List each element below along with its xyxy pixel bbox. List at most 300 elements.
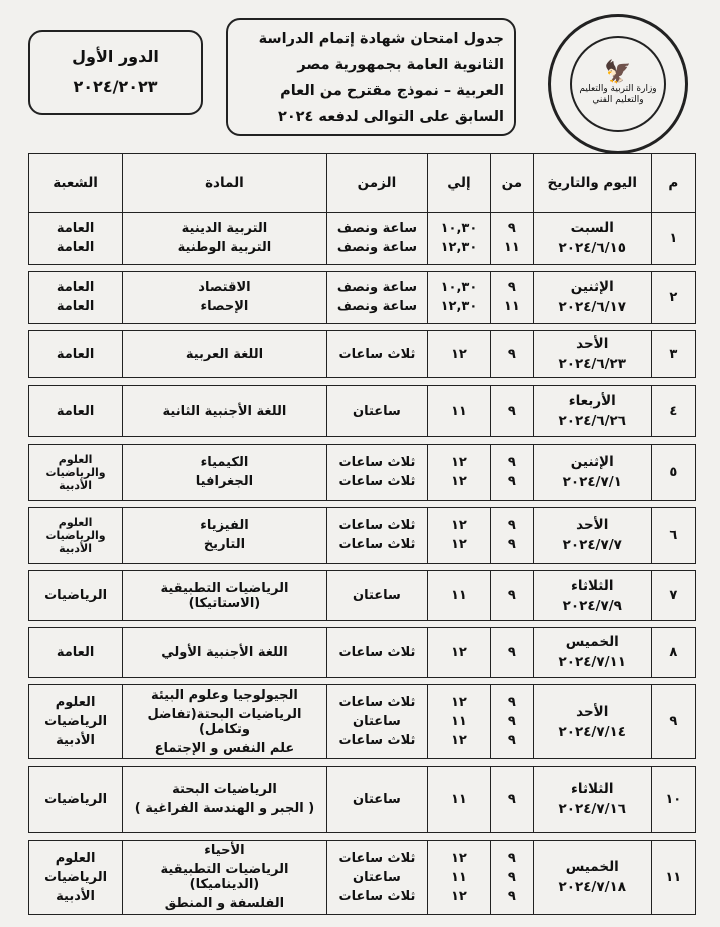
branch-line: الرياضيات (44, 869, 108, 885)
header-branch: الشعبة (29, 154, 123, 213)
cell-subject-stack (126, 581, 323, 611)
header-from: من (490, 154, 533, 213)
cell-subject (123, 385, 327, 437)
exam-table (28, 153, 696, 915)
cell-from-stack (494, 851, 530, 904)
cell-duration-value: ثلاث ساعات (338, 850, 416, 866)
cell-subject (123, 272, 327, 324)
row-gap-cell (29, 677, 696, 685)
cell-duration-value: ثلاث ساعات (338, 455, 416, 471)
cell-branch (29, 628, 123, 677)
row-day-cell (533, 272, 651, 324)
cell-branch (29, 213, 123, 265)
header-index: م (651, 154, 695, 213)
cell-to-value: ١١ (451, 791, 467, 807)
cell-subject-stack (126, 518, 323, 552)
cell-from-stack (494, 518, 530, 552)
table-row (29, 272, 696, 324)
row-day-cell (533, 444, 651, 500)
cell-to-stack (431, 347, 487, 362)
cell-duration-value: ساعتان (353, 869, 401, 885)
row-gap-cell (29, 437, 696, 445)
cell-subject-value: اللغة الأجنبية الثانية (162, 403, 287, 419)
cell-subject-value: الأحياء (204, 843, 245, 859)
branch-value: الرياضيات (44, 588, 108, 604)
cell-from (490, 628, 533, 677)
title-line-2: الثانوية العامة بجمهورية مصر (297, 57, 504, 73)
cell-subject (123, 508, 327, 564)
cell-subject-value: التربية الوطنية (177, 240, 272, 256)
row-gap (29, 323, 696, 331)
table-row (29, 331, 696, 378)
cell-subject (123, 331, 327, 378)
cell-subject-stack (126, 782, 323, 816)
branch-value: العلوم والرياضيات الأدبية (45, 452, 106, 492)
cell-subject (123, 840, 327, 914)
branch-value: العامة (56, 403, 95, 419)
cell-branch-stack (32, 453, 119, 492)
day-stack (537, 859, 648, 895)
cell-branch-stack (32, 516, 119, 555)
row-gap-cell (29, 563, 696, 571)
cell-branch-stack (32, 347, 119, 362)
cell-from-value: ٩ (507, 695, 516, 711)
day-date: ٢٠٢٤/٦/١٧ (558, 299, 627, 316)
cell-subject-value-extra: ( الجبر و الهندسة الفراغية ) (134, 801, 315, 817)
row-day-cell (533, 685, 651, 759)
cell-from-value: ٩ (507, 588, 516, 604)
cell-branch-stack (32, 221, 119, 255)
cell-duration-value: ساعة ونصف (336, 221, 418, 237)
row-day-cell (533, 508, 651, 564)
day-name: الإثنين (570, 279, 614, 296)
cell-to-stack (431, 280, 487, 314)
cell-from-value: ٩ (507, 850, 516, 866)
cell-from-value: ٩ (507, 869, 516, 885)
cell-branch-stack (32, 792, 119, 807)
row-day-cell (533, 628, 651, 677)
cell-from (490, 508, 533, 564)
cell-from-value: ٩ (507, 455, 516, 471)
table-row (29, 508, 696, 564)
cell-from-value: ٩ (507, 280, 516, 296)
row-day-cell (533, 385, 651, 437)
cell-to-value: ١٢ (451, 518, 467, 534)
cell-from-stack (494, 695, 530, 748)
day-stack (537, 781, 648, 817)
cell-duration (326, 508, 427, 564)
row-gap-cell (29, 323, 696, 331)
cell-duration-value: ثلاث ساعات (338, 474, 416, 490)
cell-to-value: ١٢ (451, 644, 467, 660)
header-to: إلي (428, 154, 491, 213)
cell-branch-stack (32, 588, 119, 603)
cell-subject-stack (126, 455, 323, 489)
cell-duration-value: ثلاث ساعات (338, 695, 416, 711)
cell-subject-value: الرياضيات التطبيقية (الديناميكا) (160, 862, 289, 893)
cell-from (490, 766, 533, 833)
row-gap-cell (29, 833, 696, 841)
row-day-cell (533, 840, 651, 914)
cell-from (490, 272, 533, 324)
day-name: الأحد (576, 703, 609, 720)
branch-value: العامة (56, 221, 95, 237)
day-date: ٢٠٢٤/٧/٧ (562, 537, 622, 554)
cell-duration-value: ساعتان (353, 714, 401, 730)
cell-duration-value: ثلاث ساعات (338, 644, 416, 660)
cell-to-stack (431, 851, 487, 904)
table-row (29, 213, 696, 265)
day-name: الأحد (576, 517, 609, 534)
branch-value: الرياضيات (44, 791, 108, 807)
cell-duration-value: ساعتان (353, 403, 401, 419)
cell-branch (29, 766, 123, 833)
cell-to-value: ١٢,٣٠ (440, 299, 478, 315)
cell-to-value: ١٢ (451, 850, 467, 866)
table-row (29, 571, 696, 620)
day-name: الأحد (576, 336, 609, 353)
cell-to (428, 766, 491, 833)
branch-value: العامة (56, 299, 95, 315)
logo-arabic-text: وزارة التربية والتعليم والتعليم الفني (579, 84, 657, 105)
cell-to-value: ١٢ (451, 537, 467, 553)
cell-to (428, 272, 491, 324)
cell-subject-value: الإحصاء (200, 299, 249, 315)
cell-duration-value: ساعة ونصف (336, 280, 418, 296)
cell-branch (29, 508, 123, 564)
row-index: ٢ (651, 272, 695, 324)
table-header-row (29, 154, 696, 213)
cell-from-value: ١١ (503, 240, 520, 256)
branch-value: العامة (56, 346, 95, 362)
cell-to-stack (431, 645, 487, 660)
cell-from (490, 571, 533, 620)
branch-value: العامة (56, 280, 95, 296)
cell-to-value: ١٢ (451, 888, 467, 904)
cell-to-stack (431, 518, 487, 552)
cell-from (490, 385, 533, 437)
cell-from (490, 331, 533, 378)
eagle-icon: 🦅 (604, 60, 632, 86)
cell-duration-stack (330, 221, 424, 255)
cell-to-stack (431, 221, 487, 255)
row-day-cell (533, 571, 651, 620)
branch-line: الأدبية (56, 888, 96, 904)
cell-to (428, 385, 491, 437)
cell-duration-stack (330, 280, 424, 314)
branch-value: العلوم والرياضيات الأدبية (45, 515, 106, 555)
cell-to (428, 628, 491, 677)
branch-value: العامة (56, 240, 95, 256)
cell-from-value: ٩ (507, 644, 516, 660)
cell-duration-stack (330, 588, 424, 603)
cell-duration-value: ساعة ونصف (336, 299, 418, 315)
row-day-cell (533, 331, 651, 378)
row-index: ٨ (651, 628, 695, 677)
row-index: ١ (651, 213, 695, 265)
cell-duration-stack (330, 404, 424, 419)
cell-branch-stack (32, 280, 119, 314)
day-date: ٢٠٢٤/٧/٩ (562, 597, 622, 614)
cell-duration-value: ثلاث ساعات (338, 888, 416, 904)
row-index: ٣ (651, 331, 695, 378)
cell-duration (326, 331, 427, 378)
cell-to-value: ١٢ (451, 346, 467, 362)
cell-from (490, 213, 533, 265)
cell-duration-value: ساعة ونصف (336, 240, 418, 256)
day-date: ٢٠٢٤/٧/١٦ (558, 801, 627, 818)
cell-from-value: ٩ (507, 714, 516, 730)
cell-subject-value: الجغرافيا (195, 474, 254, 490)
table-row (29, 766, 696, 833)
day-date: ٢٠٢٤/٦/٢٣ (558, 356, 627, 373)
row-gap (29, 677, 696, 685)
day-name: الإثنين (570, 454, 614, 471)
cell-to (428, 444, 491, 500)
cell-subject-value: علم النفس و الإجتماع (154, 740, 295, 756)
cell-duration-value: ساعتان (353, 791, 401, 807)
row-index: ٩ (651, 685, 695, 759)
row-gap (29, 500, 696, 508)
cell-subject-value: التربية الدينية (181, 221, 268, 237)
branch-line: العلوم (55, 850, 96, 866)
day-date: ٢٠٢٤/٧/١١ (558, 654, 627, 671)
row-gap (29, 620, 696, 628)
cell-duration (326, 766, 427, 833)
logo-inner (570, 36, 666, 132)
cell-duration-value: ثلاث ساعات (338, 518, 416, 534)
table-row (29, 685, 696, 759)
cell-subject-stack (126, 645, 323, 660)
day-name: الأربعاء (568, 393, 616, 409)
cell-duration-value: ثلاث ساعات (338, 537, 416, 553)
cell-subject (123, 213, 327, 265)
cell-subject-stack (126, 347, 323, 362)
row-gap-cell (29, 378, 696, 386)
day-name: الثلاثاء (571, 781, 614, 798)
row-index: ٤ (651, 385, 695, 437)
cell-to (428, 685, 491, 759)
row-day-cell (533, 766, 651, 833)
row-gap (29, 563, 696, 571)
cell-subject-stack (126, 688, 323, 756)
header-day: اليوم والتاريخ (533, 154, 651, 213)
cell-subject (123, 628, 327, 677)
row-gap (29, 437, 696, 445)
cell-from-stack (494, 792, 530, 807)
row-gap (29, 264, 696, 272)
cell-duration-value: ثلاث ساعات (338, 346, 416, 362)
cell-from-value: ٩ (507, 518, 516, 534)
cell-branch-stack (32, 695, 119, 748)
cell-duration (326, 685, 427, 759)
cell-subject-stack (126, 280, 323, 314)
branch-value: العامة (56, 644, 95, 660)
cell-from-value: ٩ (507, 221, 516, 237)
cell-duration-stack (330, 851, 424, 904)
day-stack (537, 220, 648, 256)
cell-from-value: ٩ (507, 346, 516, 362)
cell-to-stack (431, 455, 487, 489)
cell-to-value: ١١ (451, 588, 467, 604)
cell-to (428, 213, 491, 265)
cell-duration-stack (330, 792, 424, 807)
table-row (29, 840, 696, 914)
title-line-1: جدول امتحان شهادة إتمام الدراسة (258, 31, 504, 47)
cell-duration-value: ثلاث ساعات (338, 733, 416, 749)
row-gap (29, 759, 696, 767)
cell-branch-stack (32, 645, 119, 660)
day-stack (537, 393, 648, 429)
cell-to-stack (431, 792, 487, 807)
branch-line: الرياضيات (44, 714, 108, 730)
cell-duration-stack (330, 695, 424, 748)
cell-from-stack (494, 404, 530, 419)
day-stack (537, 279, 648, 315)
row-gap (29, 378, 696, 386)
table-row (29, 628, 696, 677)
day-stack (537, 336, 648, 372)
cell-subject-value: الرياضيات البحتة(تفاضل وتكامل) (147, 706, 302, 737)
title-line-4: السابق على التوالى لدفعه ٢٠٢٤ (277, 109, 504, 125)
day-stack (537, 517, 648, 553)
cell-duration-stack (330, 455, 424, 489)
cell-to (428, 571, 491, 620)
cell-subject (123, 685, 327, 759)
cell-subject-value: الرياضيات البحتة (172, 782, 277, 798)
cell-duration-value: ساعتان (353, 588, 401, 604)
cell-from-value: ٩ (507, 537, 516, 553)
row-index: ١٠ (651, 766, 695, 833)
day-date: ٢٠٢٤/٧/١٤ (558, 723, 627, 740)
cell-from (490, 685, 533, 759)
cell-branch (29, 840, 123, 914)
round-box (28, 30, 203, 115)
row-index: ٧ (651, 571, 695, 620)
table-row (29, 385, 696, 437)
day-name: الثلاثاء (571, 577, 614, 594)
row-index: ٥ (651, 444, 695, 500)
day-stack (537, 578, 648, 614)
cell-duration (326, 272, 427, 324)
cell-from-stack (494, 645, 530, 660)
cell-branch (29, 444, 123, 500)
cell-duration (326, 840, 427, 914)
day-stack (537, 634, 648, 670)
cell-subject-value: الجيولوجيا وعلوم البيئة (150, 687, 298, 703)
cell-branch (29, 685, 123, 759)
day-name: الخميس (565, 859, 619, 876)
cell-branch-stack (32, 404, 119, 419)
cell-from-value: ٩ (507, 888, 516, 904)
cell-duration (326, 444, 427, 500)
row-index: ١١ (651, 840, 695, 914)
cell-branch (29, 385, 123, 437)
cell-from-value: ٩ (507, 791, 516, 807)
cell-subject-value: الكيمياء (200, 455, 249, 471)
cell-duration (326, 213, 427, 265)
title-line-3: العربية – نموذج مقترح من العام (280, 83, 504, 99)
row-gap (29, 833, 696, 841)
cell-subject (123, 444, 327, 500)
cell-branch (29, 331, 123, 378)
cell-to-value: ١٠,٣٠ (440, 280, 478, 296)
cell-to (428, 331, 491, 378)
cell-duration (326, 385, 427, 437)
cell-to-value: ١٢ (451, 455, 467, 471)
cell-from-value: ٩ (507, 733, 516, 749)
cell-to (428, 508, 491, 564)
row-gap-cell (29, 759, 696, 767)
cell-to-stack (431, 404, 487, 419)
cell-duration-stack (330, 347, 424, 362)
cell-subject-value: اللغة العربية (185, 346, 264, 362)
cell-to-stack (431, 695, 487, 748)
branch-line: العلوم (55, 695, 96, 711)
cell-to-value: ١٢,٣٠ (440, 240, 478, 256)
cell-subject-value: الفلسفة و المنطق (164, 896, 285, 912)
cell-from-stack (494, 455, 530, 489)
cell-branch (29, 571, 123, 620)
row-day-cell (533, 213, 651, 265)
branch-line: الأدبية (56, 733, 96, 749)
cell-to-value: ١٠,٣٠ (440, 221, 478, 237)
cell-subject-value: اللغة الأجنبية الأولي (161, 644, 288, 660)
ministry-logo (548, 14, 688, 154)
cell-to-value: ١٢ (451, 474, 467, 490)
row-gap-cell (29, 264, 696, 272)
cell-to-value: ١٢ (451, 733, 467, 749)
cell-from (490, 444, 533, 500)
day-name: السبت (570, 220, 614, 237)
cell-from-value: ١١ (503, 299, 520, 315)
day-date: ٢٠٢٤/٧/١ (562, 474, 622, 491)
cell-subject-value: الاقتصاد (198, 280, 251, 296)
cell-from-stack (494, 221, 530, 255)
title-box (226, 18, 516, 136)
day-date: ٢٠٢٤/٧/١٨ (558, 879, 627, 896)
cell-to-value: ١١ (451, 869, 467, 885)
cell-from (490, 840, 533, 914)
cell-duration (326, 571, 427, 620)
cell-subject-value: التاريخ (203, 537, 246, 553)
round-label: الدور الأول (72, 47, 159, 66)
cell-subject-value: الفيزياء (200, 518, 249, 534)
day-name: الخميس (565, 634, 619, 651)
table-row (29, 444, 696, 500)
cell-branch (29, 272, 123, 324)
cell-from-stack (494, 280, 530, 314)
day-date: ٢٠٢٤/٦/٢٦ (558, 413, 627, 429)
row-gap-cell (29, 620, 696, 628)
cell-subject-stack (126, 221, 323, 255)
cell-to-value: ١٢ (451, 695, 467, 711)
cell-branch-stack (32, 851, 119, 904)
cell-duration (326, 628, 427, 677)
cell-subject-stack (126, 843, 323, 911)
header-subject: المادة (123, 154, 327, 213)
cell-from-stack (494, 588, 530, 603)
cell-duration-stack (330, 645, 424, 660)
cell-from-stack (494, 347, 530, 362)
cell-to-value: ١١ (451, 714, 467, 730)
day-date: ٢٠٢٤/٦/١٥ (558, 240, 627, 257)
cell-to-stack (431, 588, 487, 603)
cell-subject-stack (126, 404, 323, 419)
day-stack (537, 704, 648, 740)
table-body (29, 213, 696, 915)
cell-subject-value: الرياضيات التطبيقية (الاستاتيكا) (160, 580, 289, 611)
